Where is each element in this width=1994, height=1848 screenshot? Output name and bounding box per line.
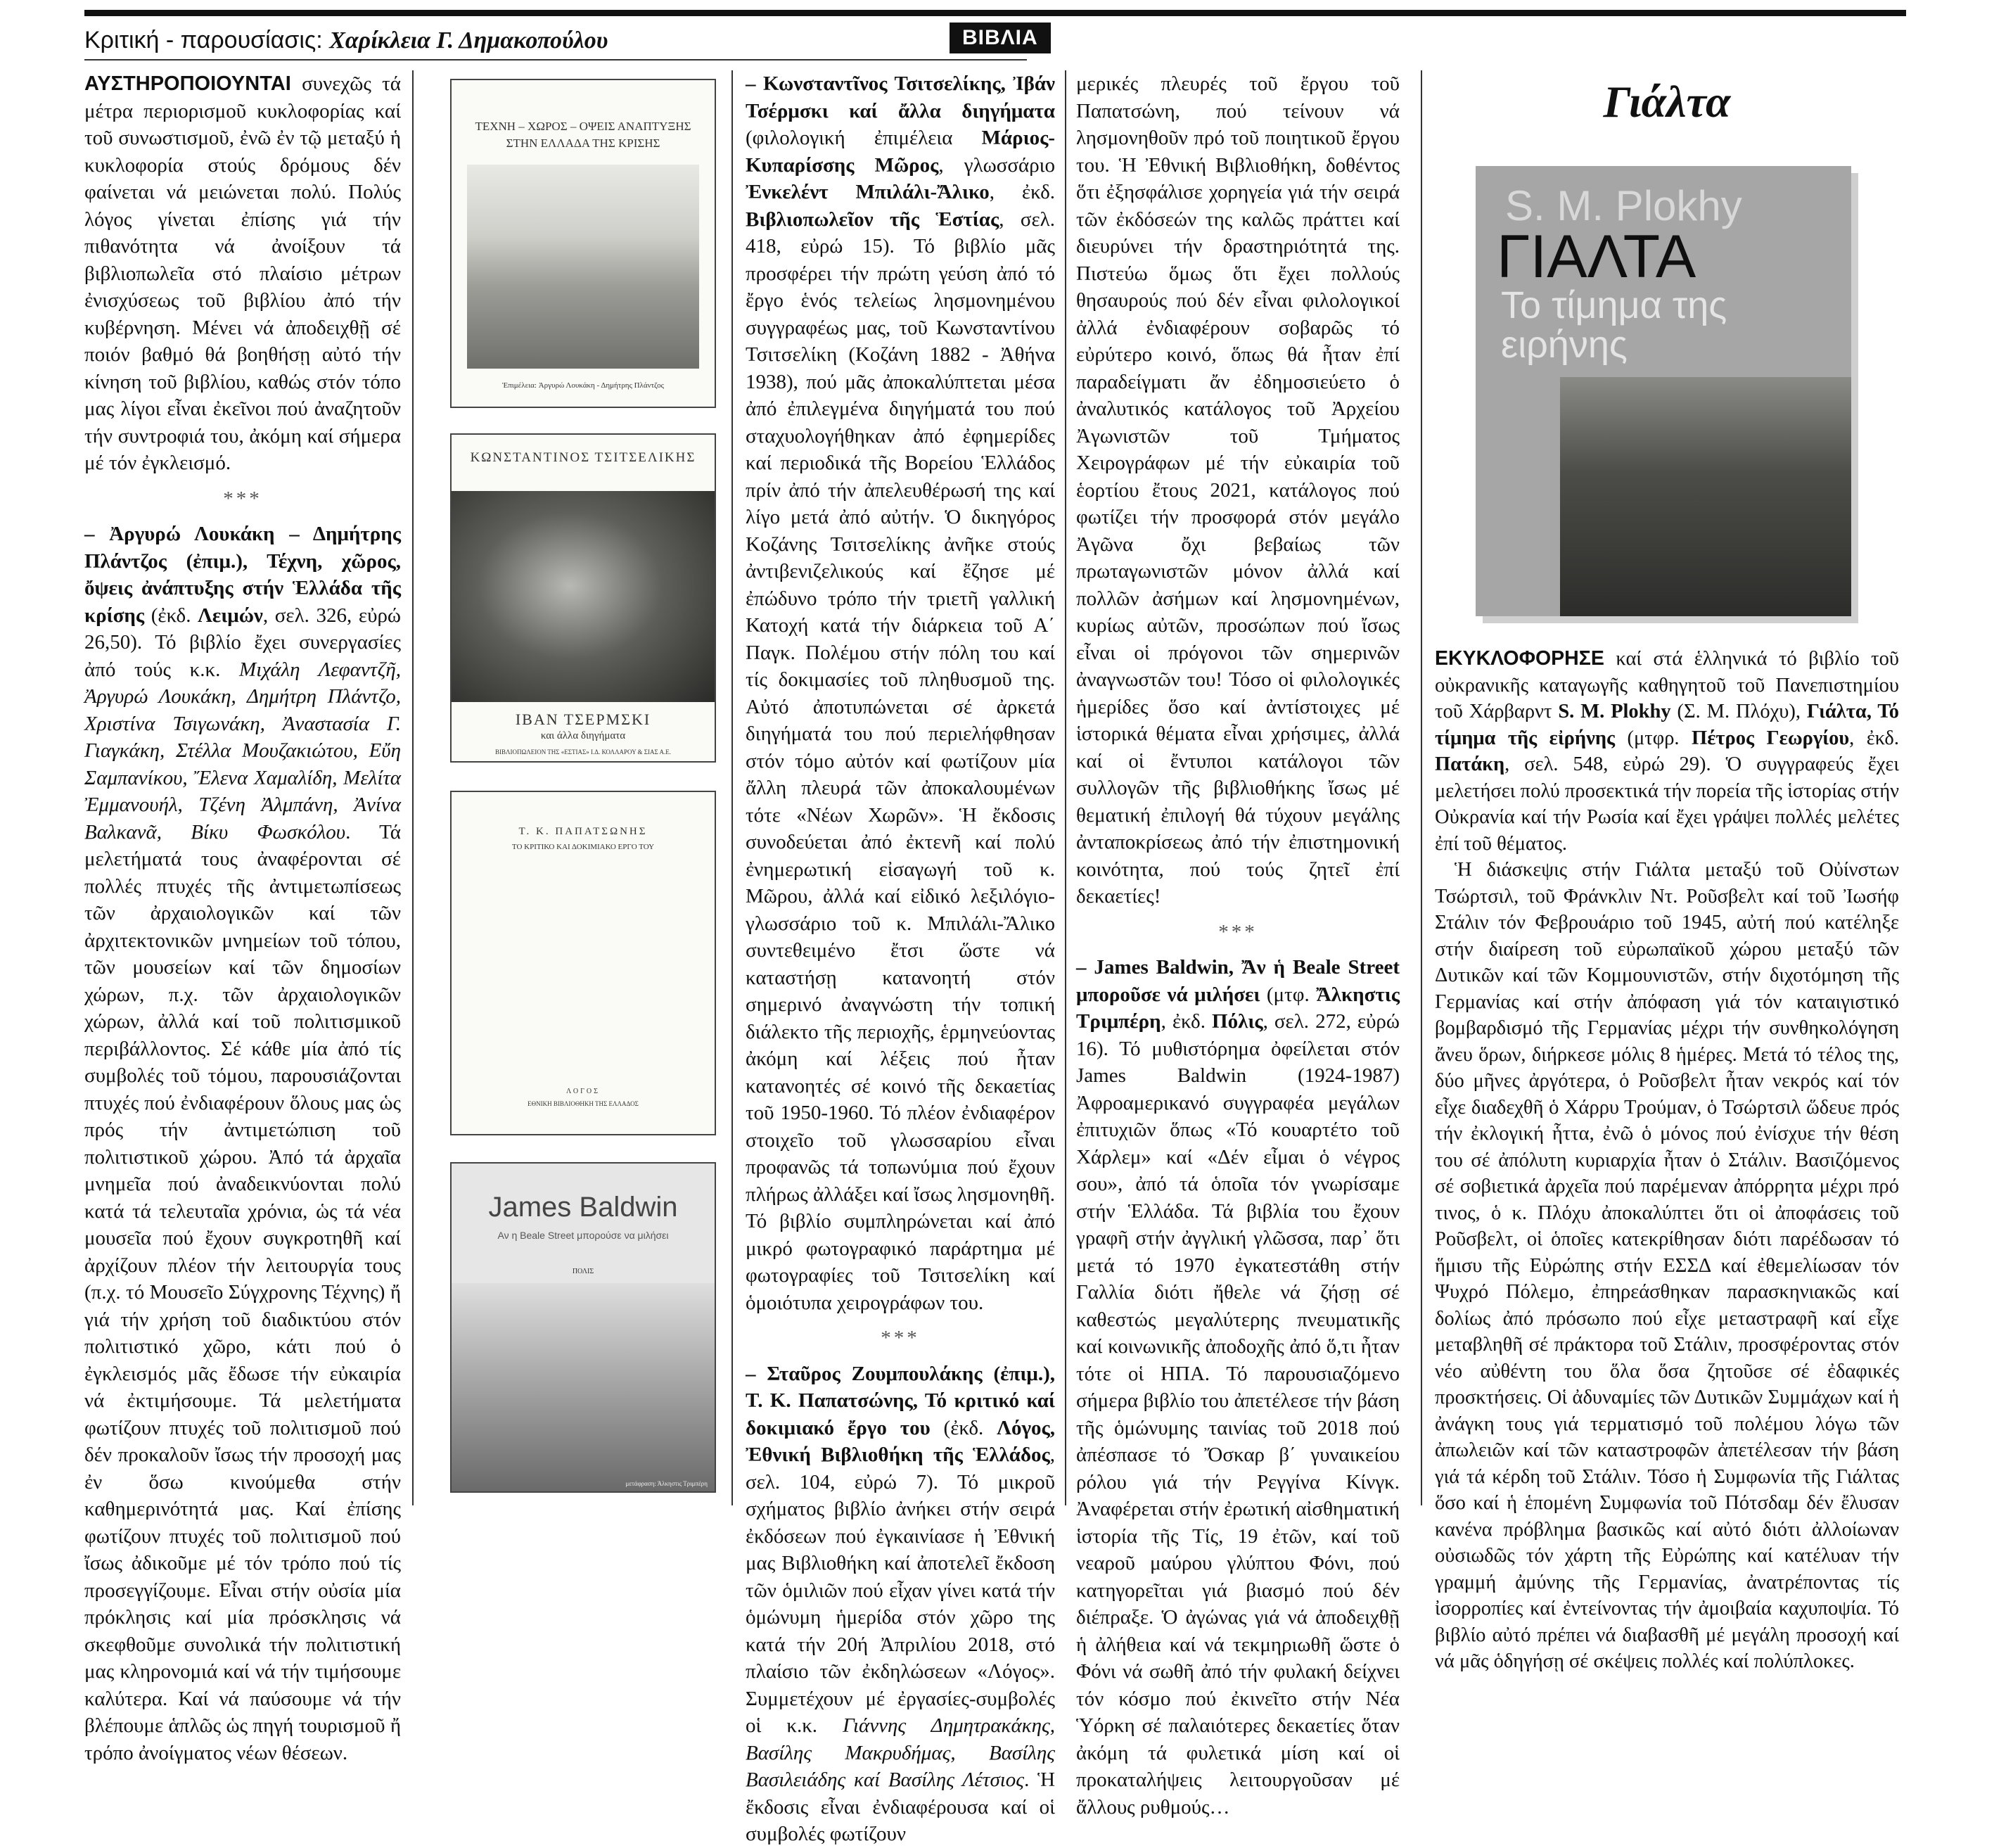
gialta-p1-e: , σελ. 548, εὐρώ 29). Ὁ συγγραφεύς ἔχει μελετήσει πολύ προσεκτικά τήν πορεία τῆς ἱστορίας στήν Οὐκρανία καί τήν Ρωσία καί ἔχει γράψει πολλές μελέτες ἐπί τοῦ θέματος.: [1435, 753, 1899, 855]
top-rule: [84, 10, 1906, 16]
cover3-title: ΤΟ ΚΡΙΤΙΚΟ ΚΑΙ ΔΟΚΙΜΙΑΚΟ ΕΡΓΟ ΤΟΥ: [511, 843, 655, 851]
entry-baldwin-text3: , σελ. 272, εὐρώ 16). Τό μυθιστόρημα ὀφείλεται στόν James Baldwin (1924-1987) Ἀφροαμερικανό συγγραφέα μεγάλων ἐπιτυχιῶν ὅπως «Τό κουαρτέτο τοῦ Χάρλεμ» καί «Δέν εἶμαι ὁ νέγρος σου», ἀπό τά ὁποῖα τόν γνωρίσαμε στήν Ἑλλάδα. Τά βιβλία του ἔχουν γραφῆ στήν ἀγγλική γλῶσσα, παρ᾽ ὅτι μετά τό 1970 ἐγκατεστάθη στήν Γαλλία διότι ἤθελε νά ζήσῃ σέ καθεστώς μεγαλύτερης πνευματικῆς καί κοινωνικῆς ἀποδοχῆς ἀπό ὅ,τι ἦταν τότε οἱ ΗΠΑ. Τό παρουσιαζόμενο σήμερα βιβλίο του ἀπετέλεσε τήν βάση τῆς ὁμώνυμης ταινίας τοῦ 2018 πού ἀπέσπασε τό Ὄσκαρ β΄ γυναικείου ρόλου γιά τήν Ρεγγίνα Κίνγκ. Ἀναφέρεται στήν ἐρωτική αἰσθηματική ἱστορία τῆς Τίς, 19 ἐτῶν, καί τοῦ νεαροῦ μαύρου γλύπτου Φόνι, πού κατηγορεῖται γιά βιασμό πού δέν διέπραξε. Ὁ ἀγώνας γιά νά ἀποδειχθῇ ἡ ἀλήθεια καί νά τεκμηριωθῆ ὥστε ὁ Φόνι νά σωθῆ ἀπό τήν φυλακή δείχνει τόν κόσμο πού ἐκινεῖτο στήν Νέα Ὑόρκη σέ παλαιότερες δεκαετίες ὅταν ἀκόμη τά φυλετικά μίση καί οἱ προκαταλήψεις λειτουργοῦσαν μέ ἄλλους ρυθμούς…: [1076, 1010, 1400, 1818]
cover-baldwin: [450, 1162, 716, 1493]
entry-tsitselikis-title: – Κωνσταντῖνος Τσιτσελίκης, Ἰβάν Τσέρμσκι καί ἄλλα διηγήματα: [746, 72, 1055, 122]
intro-lead: ΑΥΣΤΗΡΟΠΟΙΟΥΝΤΑΙ: [84, 72, 291, 95]
cover3-author: Τ. Κ. ΠΑΠΑΤΣΩΝΗΣ: [518, 826, 648, 837]
entry-papatsonis-text1: (ἐκδ.: [930, 1416, 997, 1439]
entry-papatsonis-text2: , σελ. 104, εὐρώ 7). Τό μικροῦ σχήματος βιβλίο ἀνήκει στήν σειρά ἐκδόσεων πού ἐγκαινίασε ἡ Ἐθνική μας Βιβλιοθήκη καί ἀποτελεῖ ἔκδοση τῶν ὁμιλιῶν πού εἶχαν γίνει κατά τήν ὁμώνυμη ἡμερίδα στόν χῶρο της κατά τήν 20ή Ἀπριλίου 2018, στό πλαίσιο τῶν ἐκδηλώσεων «Λόγος». Συμμετέχουν μέ ἐργασίες-συμβολές οἱ κ.κ.: [746, 1444, 1055, 1737]
separator-stars: ***: [223, 487, 262, 510]
entry-tsitselikis: [746, 70, 1055, 1316]
section-tag: ΒΙΒΛΙΑ: [950, 23, 1051, 53]
gialta-p1-b: (Σ. Μ. Πλόχυ),: [1670, 701, 1807, 722]
cover-tsitselikis: [450, 433, 716, 763]
entry-tsitselikis-glossary: Ἐνκελέντ Μπιλάλι-Ἄλικο: [746, 181, 990, 203]
entry-tsitselikis-text1: (φιλολογική ἐπιμέλεια: [746, 127, 982, 149]
gialta-column: [1435, 646, 1899, 1675]
entry-papatsonis-title: – Σταῦρος Ζουμπουλάκης (ἐπιμ.), Τ. Κ. Παπατσώνης, Τό κριτικό καί δοκιμιακό ἔργο του: [746, 1362, 1055, 1439]
intro-paragraph: [84, 70, 401, 477]
separator-stars: ***: [1218, 920, 1258, 943]
entry-baldwin: [1076, 954, 1400, 1821]
cover-art-and-space: [450, 79, 716, 408]
entry-plantzos-text: . Τά μελετήματά τους ἀναφέρονται σέ πολλές πτυχές τῆς ἀντιμετωπίσεως τῶν ἀρχαιολογικῶν καί τῶν ἀρχιτεκτονικῶν μνημείων τοῦ τόπου, τῶν μουσείων καί τῶν δημοσίων χώρων, π.χ. τῶν ἀρχαιολογικῶν χώρων, ἀλλά καί τοῦ πολιτισμικοῦ περιβάλλοντος. Σέ κάθε μία ἀπό τίς συμβολές τοῦ τόμου, παρουσιάζονται πτυχές πού ἐνδιαφέρουν ὅλους μας ὡς πρός τήν ἀντιμετώπιση τοῦ πολιτιστικοῦ χώρου. Ἀπό τά ἀρχαῖα μνημεῖα πού ἀναδεικνύονται πολύ κατά τά τελευταῖα χρόνια, ὡς τά νέα μουσεῖα πού ἔχουν συγκροτηθῆ καί ἀρχίζουν πλέον τήν λειτουργία τους (π.χ. τό Μουσεῖο Σύγχρονης Τέχνης) ἤ γιά τήν χρήση τοῦ διαδικτύου στόν πολιτιστικό χῶρο, κάτι πού ὁ ἐγκλεισμός μᾶς ἔδωσε τήν εὐκαιρία νά ἐκτιμήσουμε. Τά μελετήματα φωτίζουν πτυχές τοῦ πολιτισμοῦ πού δέν προκαλοῦν ἴσως τήν προσοχή μας ἐν ὅσω κινούμεθα στήν καθημερινότητά μας. Καί ἐπίσης φωτίζουν πτυχές τοῦ πολιτισμοῦ πού ἴσως ἀδικοῦμε μέ τόν τρόπο πού τίς προσεγγίζουμε. Εἶναι στήν οὐσία μία πρόκλησις καί μία πρόσκλησις νά σκεφθοῦμε συνολικά τήν πολιτιστική μας κληρονομιά καί νά τήν τιμήσουμε καλύτερα. Καί νά παύσουμε νά τήν βλέπουμε ἁπλῶς ὡς πηγή τουρισμοῦ ἤ τρόπο ἀνοίγματος νέων θέσεων.: [84, 820, 401, 1764]
cover4-photo: [452, 1283, 715, 1491]
intro-text: συνεχῶς τά μέτρα περιορισμοῦ κυκλοφορίας καί τοῦ συνωστισμοῦ, ἐνῶ ἐν τῷ μεταξύ ἡ κυκλοφορία στούς δρόμους δέν φαίνεται νά μειώνεται πολύ. Πολύς λόγος γίνεται ἐπίσης γιά τήν πιθανότητα νά ἀνοίξουν τά βιβλιοπωλεῖα στό πλαίσιο μέτρων ἐνισχύσεως τοῦ βιβλίου ἀπό τήν κυβέρνηση. Μένει νά ἀποδειχθῇ σέ ποιόν βαθμό θά βοηθήσῃ αὐτό τήν κίνηση τοῦ βιβλίου, καθώς στόν τόπο μας λίγοι εἶναι ἐκεῖνοι πού ἀναζητοῦν τήν συντροφιά του, ἀκόμη καί σήμερα μέ τόν ἐγκλεισμό.: [84, 72, 401, 474]
entry-plantzos-pub-post: , σελ. 326, εὐρώ 26,50). Τό βιβλίο ἔχει συνεργασίες ἀπό τούς κ.κ.: [84, 604, 402, 681]
gialta-cover-photo: [1560, 377, 1851, 616]
gialta-p1-translator: Πέτρος Γεωργίου: [1692, 727, 1850, 749]
cover2-subtitle: και άλλα διηγήματα: [540, 730, 626, 741]
gialta-cover-subtitle: Το τίμημα της ειρήνης: [1501, 284, 1727, 366]
cover2-author: ΚΩΝΣΤΑΝΤΙΝΟΣ ΤΣΙΤΣΕΛΙΚΗΣ: [470, 450, 696, 465]
entry-tsitselikis-text2: , γλωσσάριο: [938, 153, 1055, 177]
cover1-editors: Ἐπιμέλεια: Ἀργυρώ Λουκάκη - Δημήτρης Πλάντζος: [501, 381, 665, 390]
gialta-paragraph-2: Ἡ διάσκεψις στήν Γιάλτα μεταξύ τοῦ Οὐίνστων Τσώρτσιλ, τοῦ Φράνκλιν Ντ. Ροῦσβελτ καί τοῦ Ἰωσήφ Στάλιν τόν Φεβρουάριο τοῦ 1945, αὐτή πού κατέληξε στήν διαίρεση τοῦ εὐρωπαϊκοῦ χώρου μεταξύ τῶν Δυτικῶν καί τῶν Κομμουνιστῶν, στήν διχοτόμηση τῆς Γερμανίας καί στήν ἀπόφαση γιά τόν καταιγιστικό βομβαρδισμό τῆς Γερμανίας μέχρι τήν συνθηκολόγηση ἄνευ ὅρων, διήρκεσε μόλις 8 ἡμέρες. Μετά τό τέλος της, δύο μῆνες ἀργότερα, ὁ Ροῦσβελτ ἦταν νεκρός καί τόν εἶχε διαδεχθῆ ὁ Χάρρυ Τρούμαν, ὁ Τσώρτσιλ ὥδευε πρός τήν ἐκλογική ἧττα, ἐνῶ ὁ μόνος πού ἐνίσχυε τήν θέση του σέ ἀπόλυτη κυριαρχία ἦταν ὁ Στάλιν. Βασιζόμενος σέ σοβιετικά ἀρχεῖα πού παρέμεναν ἀπόρρητα μέχρι πρό τινος, ὁ κ. Πλόχυ ἀποκαλύπτει ὅτι οἱ ἀποφάσεις τοῦ Ροῦσβελτ, οἱ ὁποῖες κατεκρίθησαν διότι παρέδωσαν τό ἥμισυ τῆς Εὐρώπης στήν ΕΣΣΔ καί ἐθεμελίωσαν τόν Ψυχρό Πόλεμο, ἐπηρεάσθηκαν παρασκηνιακῶς καί δολίως ἀπό πρόσωπο πού εἶχε μεταστραφῆ καί εἶχε μεταβληθῆ σέ πράκτορα τοῦ Στάλιν, προσφέροντας στόν νέο αὐθέντη του ὅλα ὅσα ζητοῦσε σέ ἐδαφικές προσκτήσεις. Οἱ ἀδυναμίες τῶν Δυτικῶν Συμμάχων καί ἡ ἀνάγκη τους γιά τερματισμό τοῦ πολέμου λόγω τῶν ἀπωλειῶν καί τῶν καταστροφῶν ἀπετέλεσαν τήν βάση γιά τά κέρδη τοῦ Στάλιν. Τόσο ἡ Συμφωνία τῆς Γιάλτας ὅσο καί ἡ ἑπομένη Συμφωνία τοῦ Πότσδαμ δέν ἔλυσαν κανένα πρόβλημα βασικῶς καί αὐτό διότι ἀλλοίωναν οὐσιωδῶς τόν χάρτη τῆς Εὐρώπης καί κατέλυαν τήν γραμμή ἀμύνης τῆς Γερμανίας, ἀνατρέποντας τίς ἰσορροπίες καί ἐντείνοντας τήν ἀμοιβαία καχυποψία. Τό βιβλίο αὐτό πρέπει νά διαβασθῆ μέ μεγάλη προσοχή καί νά μᾶς ὁδηγήσῃ σέ σκέψεις πολλές καί πολύπλοκες.: [1435, 859, 1899, 1672]
entry-papatsonis-publisher: Λόγος, Ἐθνική Βιβλιοθήκη τῆς Ἑλλάδος: [746, 1416, 1055, 1466]
cover2-title: ΙΒΑΝ ΤΣΕΡΜΣΚΙ: [515, 710, 651, 728]
column-divider: [731, 70, 733, 1505]
cover4-author: James Baldwin: [488, 1192, 678, 1223]
cover2-photo: [452, 491, 715, 702]
entry-baldwin-translator: Ἄλκηστις Τριμπέρη: [1076, 983, 1400, 1033]
cover1-photo: [467, 165, 699, 369]
gialta-p1-publisher: Πατάκη: [1435, 753, 1505, 775]
column-divider: [412, 70, 414, 1505]
cover3-publisher-library: ΕΘΝΙΚΗ ΒΙΒΛΙΟΘΗΚΗ ΤΗΣ ΕΛΛΑΔΟΣ: [528, 1100, 639, 1107]
entry-papatsonis-cont: μερικές πλευρές τοῦ ἔργου τοῦ Παπατσώνη, πού τείνουν νά λησμονηθοῦν πρό τοῦ ποιητικοῦ ἔργου του. Ἡ Ἐθνική Βιβλιοθήκη, δοθέντος ὅτι ἐξησφάλισε χορηγεία γιά τήν σειρά τῶν ἐκδόσεών της καλῶς πράττει καί διευρύνει τήν δραστηριότητά της. Πιστεύω ὅμως ὅτι ἔχει πολλούς θησαυρούς πού δέν εἶναι φιλολογικοί ἀλλά ἐνδιαφέρουν σοβαρῶς τό εὐρύτερο κοινό, ὅπως θά ἦταν ἐπί παραδείγματι ἄν ἐδημοσιεύετο ὁ ἀναλυτικός κατάλογος τοῦ Ἀρχείου Ἀγωνιστῶν τοῦ Τμήματος Χειρογράφων μέ τήν εὐκαιρία τοῦ ἑορτίου ἔτους 2021, κατάλογος πού φωτίζει τήν προσφορά στόν μεγάλο Ἀγῶνα ὄχι βεβαίως τῶν πρωταγωνιστῶν μόνον ἀλλά καί πολλῶν ἀσήμων καί λησμονημένων, κυρίως αὐτῶν, προσώπων πού ἴσως εἶναι οἱ πρόγονοι τῶν σημερινῶν ἀναγνωστῶν του! Τόσο οἱ φιλολογικές ἡμερίδες ὅσο καί ἀντίστοιχες μέ ἱστορικά θέματα εἶναι χρήσιμες, ἀλλά καί οἱ ἔντυποι κατάλογοι τῶν συλλογῶν τῆς βιβλιοθήκης ἴσως μέ θεματική ἐπιλογή θά τύχουν μεγάλης ἀνταποκρίσεως ἀπό τήν ἐπιστημονική κοινότητα, πού τούς ζητεῖ ἐπί δεκαετίες!: [1076, 72, 1400, 907]
entry-baldwin-text2: , ἐκδ.: [1161, 1010, 1213, 1033]
gialta-p1-a: καί στά ἑλληνικά τό βιβλίο τοῦ οὐκρανικῆς καταγωγῆς καθηγητοῦ τοῦ Πανεπιστημίου τοῦ Χάρβαρντ: [1435, 648, 1899, 722]
gialta-heading: Γιάλτα: [1603, 77, 1731, 127]
cover2-publisher: ΒΙΒΛΙΟΠΩΛΕΙΟΝ ΤΗΣ «ΕΣΤΙΑΣ» Ι.Δ. ΚΟΛΛΑΡΟΥ & ΣΙΑΣ Α.Ε.: [494, 748, 671, 756]
byline: [84, 27, 608, 54]
gialta-p1-title: Γιάλτα, Τό τίμημα τῆς εἰρήνης: [1435, 701, 1900, 749]
cover4-title: Αν η Beale Street μπορούσε να μιλήσει: [497, 1230, 669, 1241]
column-divider: [1421, 70, 1422, 1505]
gialta-p1-author: S. M. Plokhy: [1558, 701, 1671, 722]
entry-papatsonis-text3: . Ἡ ἔκδοσις εἶναι ἐνδιαφέρουσα καί οἱ συμβολές φωτίζουν: [746, 1769, 1055, 1845]
column-divider: [1065, 70, 1066, 1505]
byline-label: Κριτική - παρουσίασις:: [84, 27, 323, 53]
header-rule: [84, 59, 1027, 60]
column-1: [84, 70, 401, 1766]
cover1-title: ΤΕΧΝΗ – ΧΩΡΟΣ – ΟΨΕΙΣ ΑΝΑΠΤΥΞΗΣ ΣΤΗΝ ΕΛΛΑΔΑ ΤΗΣ ΚΡΙΣΗΣ: [475, 120, 691, 150]
byline-author: Χαρίκλεια Γ. Δημακοπούλου: [329, 27, 608, 53]
cover3-publisher-logos: ΛΟΓΟΣ: [566, 1088, 600, 1095]
entry-baldwin-publisher: Πόλις: [1212, 1010, 1263, 1033]
entry-tsitselikis-publisher: Βιβλιοπωλεῖον τῆς Ἑστίας: [746, 208, 999, 231]
entry-baldwin-title: – James Baldwin, Ἄν ἡ Beale Street μποροῦσε νά μιλήσει: [1076, 956, 1400, 1006]
entry-papatsonis: [746, 1360, 1055, 1848]
cover-gialta: [1476, 166, 1851, 616]
cover4-translator: μετάφραση: Άλκηστις Τριμπέρη: [625, 1480, 708, 1487]
separator-stars: ***: [881, 1327, 920, 1349]
entry-papatsonis-contributors: Γιάννης Δημητρακάκης, Βασίλης Μακρυδήμας, Βασίλης Βασιλειάδης καί Βασίλης Λέτσιος: [746, 1714, 1056, 1791]
entry-baldwin-text1: (μτφ.: [1260, 983, 1317, 1006]
entry-plantzos-pub-pre: (ἐκδ.: [144, 604, 198, 627]
entry-tsitselikis-text4: , σελ. 418, εὐρώ 15). Τό βιβλίο μᾶς προσφέρει τήν πρώτη γεύση ἀπό τό ἔργο ἑνός τελείως λησμονημένου συγγραφέως μας, τοῦ Κωνσταντίνου Τσιτσελίκη (Κοζάνη 1882 - Ἀθήνα 1938), πού μᾶς ἀποκαλύπτεται μέσα ἀπό ἐπιλεγμένα διηγήματά του πού σταχυολογήθηκαν ἀπό ἐφημερίδες καί περιοδικά τῆς Βορείου Ἑλλάδος πρίν ἀπό τήν ἀπελευθέρωσή της καί λίγο μετά ἀπό αὐτήν. Ὁ δικηγόρος Κοζάνης Τσιτσελίκης ἀνῆκε στούς ἀντιβενιζελικούς καί ἔζησε μέ ἐπώδυνο τρόπο τήν τριετῆ γαλλική Κατοχή κατά τήν διάρκεια τοῦ Α΄ Παγκ. Πολέμου στήν πόλη του καί τίς δοκιμασίες τοῦ πληθυσμοῦ της. Αὐτό ἀποτυπώνεται σέ ἀρκετά διηγήματά του πού περιελήφθησαν στόν τόμο αὐτόν καί φωτίζουν μία ἄλλη πλευρά τῶν ἀποκαλουμένων τότε «Νέων Χωρῶν». Ἡ ἔκδοσις συνοδεύεται ἀπό ἐκτενῆ καί πολύ ἐνημερωτική εἰσαγωγή τοῦ κ. Μῶρου, ἀλλά καί εἰδικό λεξιλόγιο-γλωσσάριο τοῦ κ. Μπιλάλι-Ἄλικο συντεθειμένο ἔτσι ὥστε νά καταστήσῃ κατανοητή στόν σημερινό ἀναγνώστη τήν τοπική διάλεκτο τῆς περιοχῆς, ἑρμηνεύοντας ἀκόμη καί λέξεις πού ἦταν κατανοητές σέ κοινό τῆς δεκαετίας τοῦ 1950-1960. Τό πλέον ἐνδιαφέρον στοιχεῖο τοῦ γλωσσαρίου εἶναι προφανῶς τά τοπωνύμια πού ἔχουν πλήρως ἀλλάξει καί ἴσως λησμονηθῆ. Τό βιβλίο συμπληρώνεται καί ἀπό μικρό φωτογραφικό παράρτημα μέ φωτογραφίες τοῦ Τσιτσελίκη καί ὁμοιότυπα χειρογράφων του.: [746, 208, 1055, 1314]
entry-plantzos-title: – Ἀργυρώ Λουκάκη – Δημήτρης Πλάντζος (ἐπιμ.), Τέχνη, χῶρος, ὄψεις ἀνάπτυξης στήν Ἑλλάδα τῆς κρίσης: [84, 523, 401, 627]
gialta-cover-author: S. M. Plokhy: [1505, 182, 1742, 229]
gialta-p1-c: (μτφρ.: [1615, 727, 1692, 749]
entry-tsitselikis-editor: Μάριος-Κυπαρίσσης Μῶρος: [746, 127, 1055, 177]
entry-plantzos-publisher: Λειμών: [198, 604, 263, 627]
column-4: [1076, 70, 1400, 1821]
entry-plantzos: [84, 521, 401, 1766]
cover4-publisher: ΠΟΛΙΣ: [572, 1268, 594, 1275]
entry-tsitselikis-text3: , ἐκδ.: [989, 181, 1055, 203]
column-3: [746, 70, 1055, 1848]
cover-papatsonis: [450, 791, 716, 1135]
gialta-paragraph-1: [1435, 646, 1899, 857]
gialta-cover-title: ΓΙΑΛΤΑ: [1497, 223, 1696, 291]
gialta-lead: ΕΚΥΚΛΟΦΟΡΗΣΕ: [1435, 647, 1604, 670]
entry-plantzos-contributors: Μιχάλη Λεφαντζῆ, Ἀργυρώ Λουκάκη, Δημήτρη Πλάντζο, Χριστίνα Τσιγωνάκη, Ἀναστασία Γ. Γιαγκάκη, Στέλλα Μουζακιώτου, Εὔη Σαμπανίκου, Ἔλενα Χαμαλίδη, Μελίτα Ἐμμανουήλ, Τζένη Ἀλμπάνη, Ἀνίνα Βαλκανᾶ, Βίκυ Φωσκόλου: [84, 658, 401, 843]
gialta-p1-d: , ἐκδ.: [1849, 727, 1899, 749]
